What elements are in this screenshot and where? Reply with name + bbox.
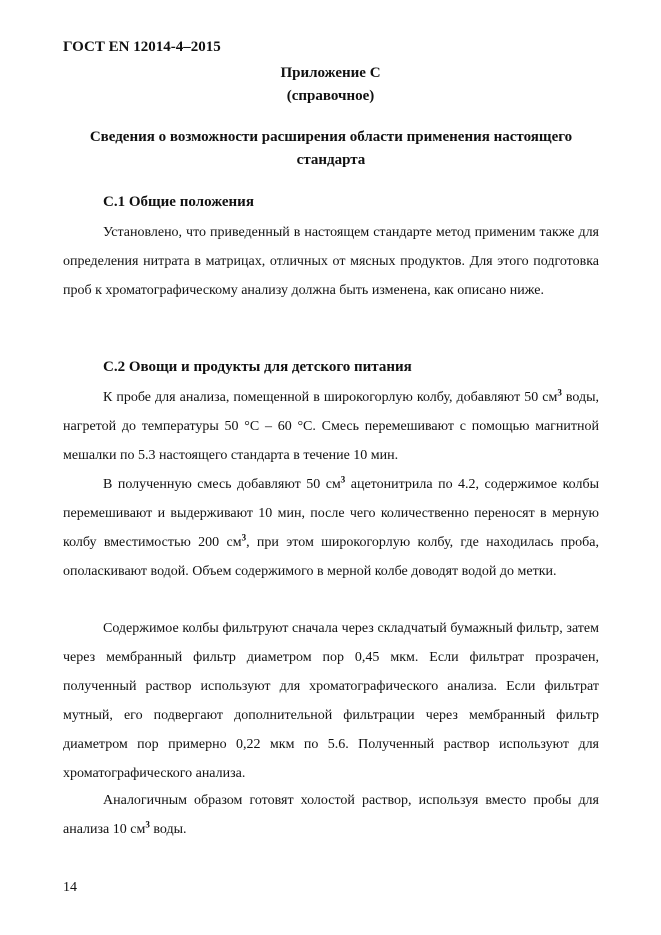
annex-heading: Сведения о возможности расширения области применения настоящего стандарта (89, 129, 573, 168)
superscript-3: 3 (241, 532, 247, 543)
annex-type: (справочное) (286, 88, 375, 104)
paragraph-text: воды, нагретой до температуры 50 °С – 60 °С. Смесь перемешивают с помощью магнитной мешалки по 5.3 настоящего стандарта в течение 10 мин. (63, 390, 599, 463)
paragraph-text: ацетонитрила по 4.2, содержимое колбы перемешивают и выдерживают 10 мин, после чего количественно переносят в мерную колбу вместимостью 200 см (63, 477, 600, 550)
section-heading-c1: С.1 Общие положения (103, 194, 254, 210)
paragraph-text: воды. (149, 822, 187, 837)
section-c2-paragraph-4 (63, 786, 599, 844)
paragraph-text: Аналогичным образом готовят холостой раствор, используя вместо пробы для анализа 10 см (63, 793, 599, 837)
superscript-3: 3 (557, 387, 562, 398)
section-c1-paragraph: Установлено, что приведенный в настоящем стандарте метод применим также для определения нитрата в матрицах, отличных от мясных продуктов. Для этого подготовка проб к хроматографическому анализу должна быть изменена, как описано ниже. (63, 225, 599, 298)
section-c2-paragraph-1 (63, 383, 599, 470)
superscript-3: 3 (145, 819, 150, 830)
document-code: ГОСТ EN 12014-4–2015 (63, 39, 221, 55)
paragraph-text: В полученную смесь добавляют 50 см (103, 477, 341, 492)
paragraph-text: , при этом широкогорлую колбу, где находилась проба, ополаскивают водой. Объем содержимого в мерной колбе доводят водой до метки. (63, 535, 600, 579)
superscript-3: 3 (340, 474, 346, 485)
paragraph-text: К пробе для анализа, помещенной в широкогорлую колбу, добавляют 50 см (103, 390, 558, 405)
annex-title: Приложение С (280, 65, 381, 81)
section-c2-paragraph-3: Содержимое колбы фильтруют сначала через складчатый бумажный фильтр, затем через мембранный фильтр диаметром пор 0,45 мкм. Если фильтрат прозрачен, полученный раствор используют для хроматографического анализа. Если фильтрат мутный, его подвергают дополнительной фильтрации через мембранный фильтр диаметром пор примерно 0,22 мкм по 5.6. Полученный раствор используют для хроматографического анализа. (63, 621, 599, 781)
section-heading-c2: С.2 Овощи и продукты для детского питания (103, 359, 412, 375)
section-c2-paragraph-2 (63, 470, 599, 586)
page-number: 14 (63, 880, 77, 895)
